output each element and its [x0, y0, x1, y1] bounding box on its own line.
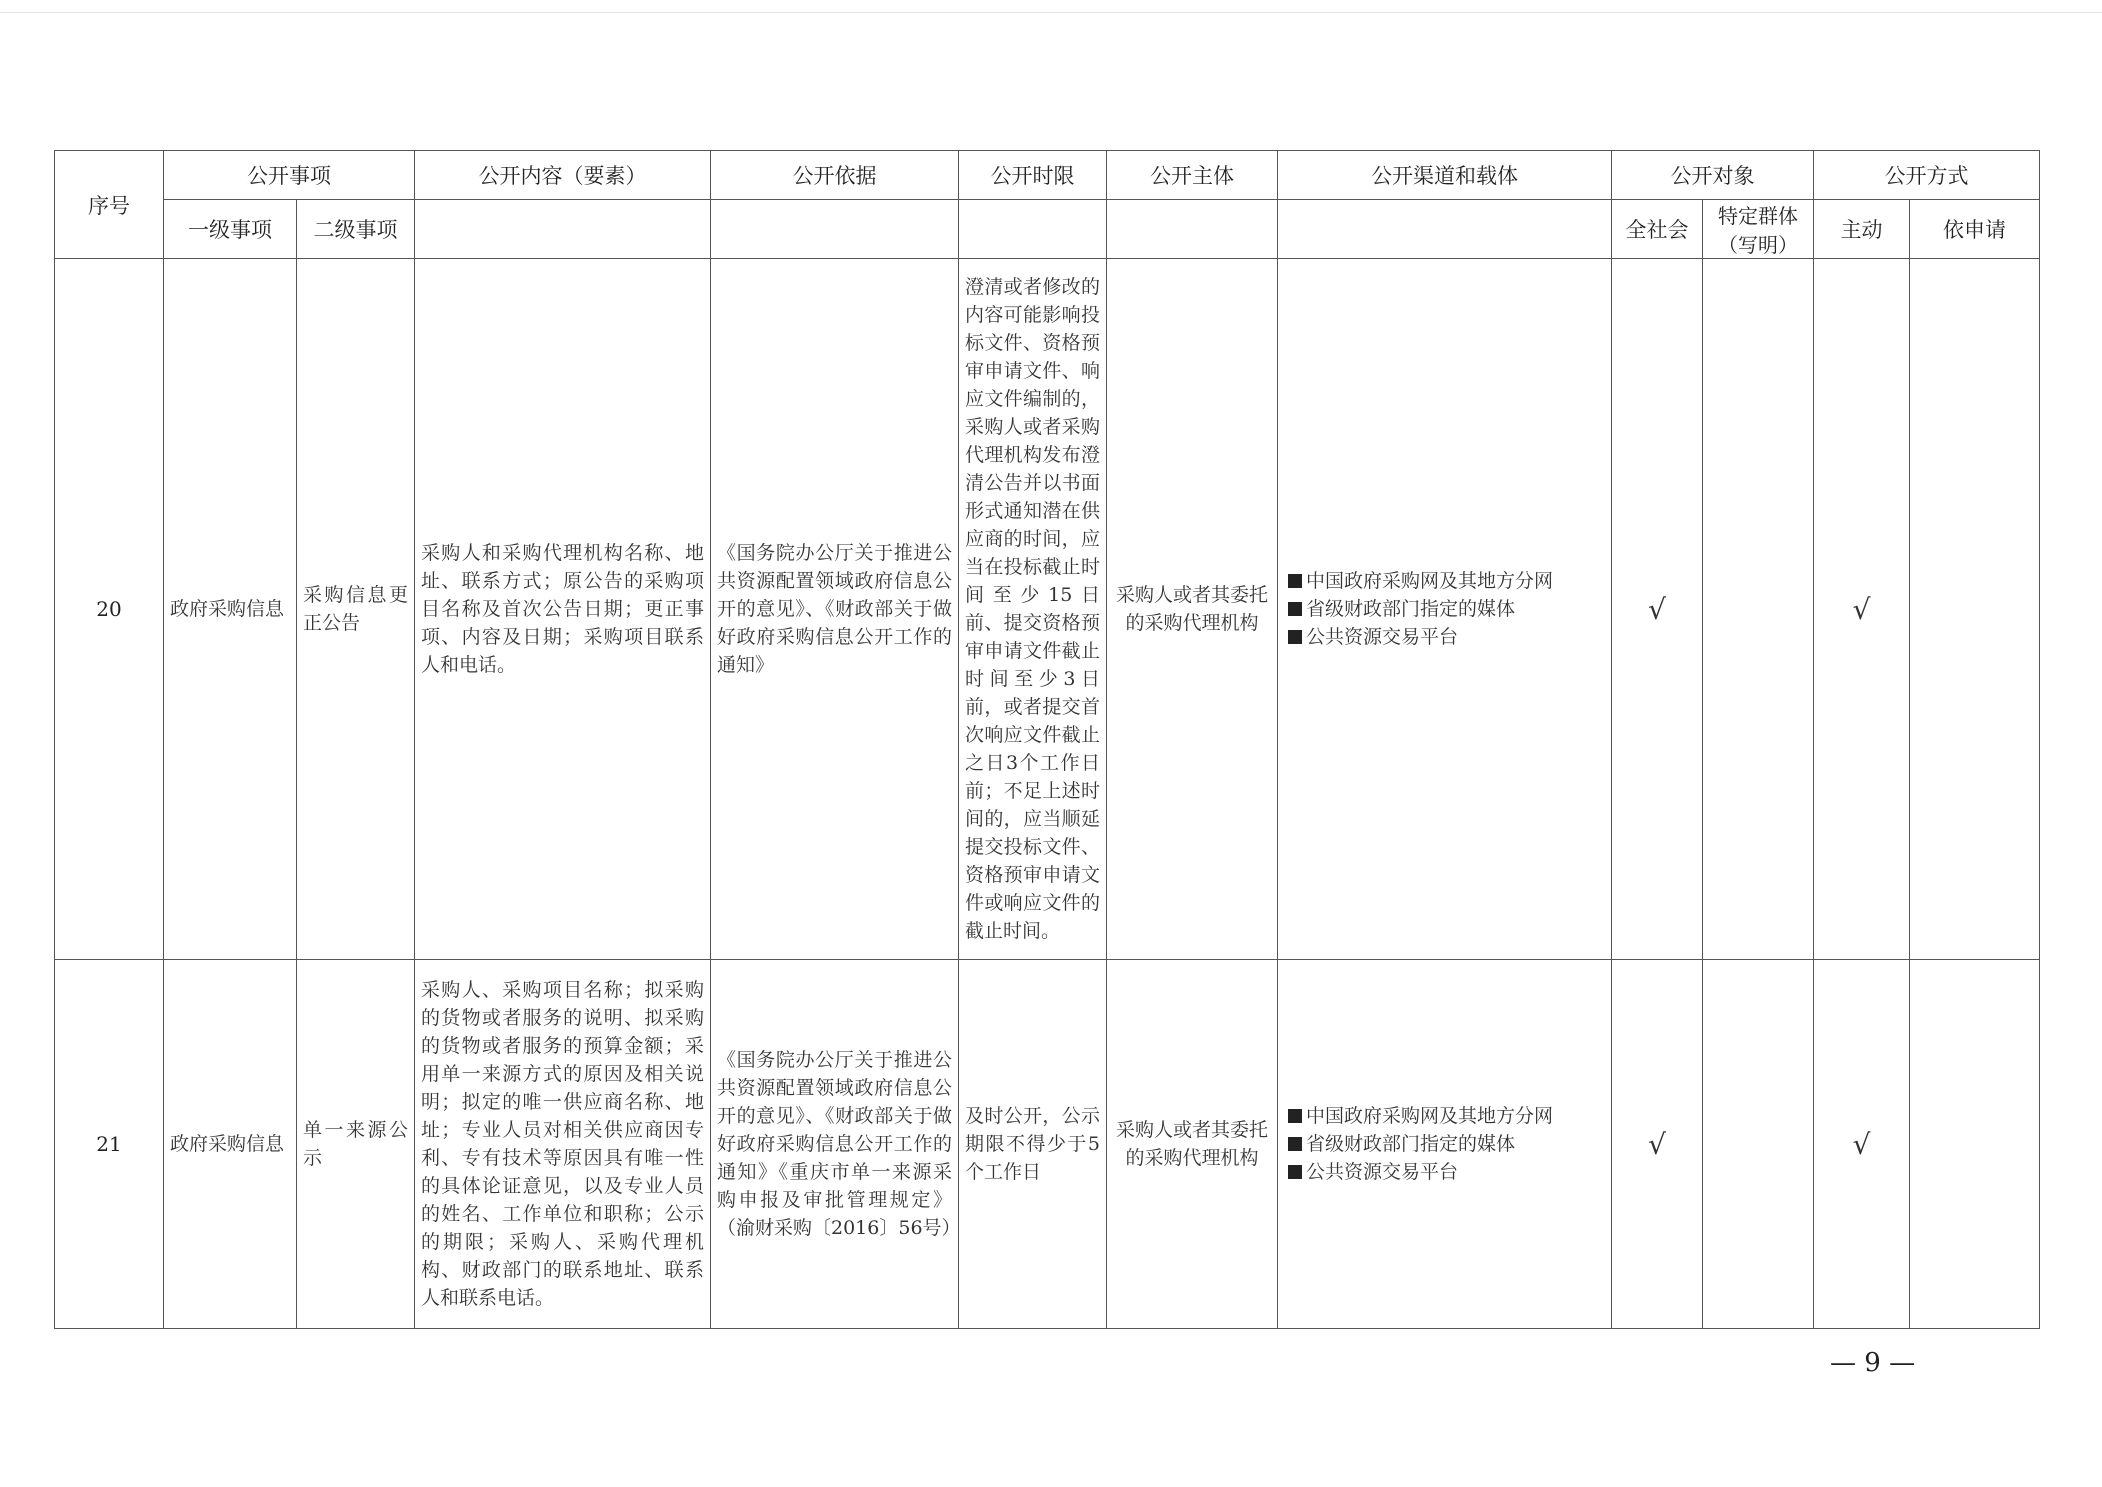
row-content: 采购人、采购项目名称；拟采购的货物或者服务的说明、拟采购的货物或者服务的预算金额；采用单一来源方式的原因及相关说明；拟定的唯一供应商名称、地址；专业人员对相关供应商因专利、专有技术等原因具有唯一性的具体论证意见，以及专业人员的姓名、工作单位和职称；公示的期限；采购人、采购代理机构、财政部门的联系地址、联系人和联系电话。	[415, 960, 711, 1329]
row-method-active: √	[1814, 960, 1910, 1329]
header-row-2	[55, 200, 2040, 259]
row-channels	[1278, 259, 1612, 960]
header-method-active: 主动	[1814, 200, 1910, 259]
header-blank	[959, 200, 1107, 259]
header-subject: 公开主体	[1107, 151, 1278, 200]
filled-square-icon	[1288, 574, 1302, 588]
header-blank	[711, 200, 959, 259]
channel-label: 公共资源交易平台	[1306, 626, 1459, 648]
row-seq: 21	[55, 960, 164, 1329]
header-time-limit: 公开时限	[959, 151, 1107, 200]
disclosure-table	[54, 150, 2040, 1329]
header-seq: 序号	[55, 151, 164, 259]
row-audience-specific	[1703, 960, 1814, 1329]
row-audience-all: √	[1612, 960, 1703, 1329]
header-method: 公开方式	[1814, 151, 2040, 200]
row-method-active: √	[1814, 259, 1910, 960]
channel-item	[1278, 623, 1611, 651]
channel-label: 省级财政部门指定的媒体	[1306, 598, 1516, 620]
header-audience-all: 全社会	[1612, 200, 1703, 259]
channel-label: 公共资源交易平台	[1306, 1161, 1459, 1183]
row-method-request	[1910, 259, 2040, 960]
filled-square-icon	[1288, 1137, 1302, 1151]
header-audience-specific-label: 特定群体	[1718, 204, 1798, 228]
header-blank	[1107, 200, 1278, 259]
row-audience-all: √	[1612, 259, 1703, 960]
channel-label: 中国政府采购网及其地方分网	[1306, 1105, 1554, 1127]
row-basis: 《国务院办公厅关于推进公共资源配置领域政府信息公开的意见》、《财政部关于做好政府采购信息公开工作的通知》《重庆市单一来源采购申报及审批管理规定》（渝财采购〔2016〕56号）	[711, 960, 959, 1329]
row-item-l1: 政府采购信息	[164, 259, 297, 960]
row-item-l1: 政府采购信息	[164, 960, 297, 1329]
channel-item	[1278, 1158, 1611, 1186]
header-blank	[415, 200, 711, 259]
page-number: — 9 —	[1830, 1348, 1916, 1378]
disclosure-table-wrap	[54, 150, 2039, 1329]
header-audience-specific-note: （写明）	[1718, 233, 1798, 257]
header-content: 公开内容（要素）	[415, 151, 711, 200]
row-channels	[1278, 960, 1612, 1329]
row-time-limit: 澄清或者修改的内容可能影响投标文件、资格预审申请文件、响应文件编制的，采购人或者采购代理机构发布澄清公告并以书面形式通知潜在供应商的时间，应当在投标截止时间至少15日前、提交资格预审申请文件截止时间至少3日前，或者提交首次响应文件截止之日3个工作日前；不足上述时间的，应当顺延提交投标文件、资格预审申请文件或响应文件的截止时间。	[959, 259, 1107, 960]
header-channel: 公开渠道和载体	[1278, 151, 1612, 200]
header-row-1	[55, 151, 2040, 200]
header-basis: 公开依据	[711, 151, 959, 200]
header-item: 公开事项	[164, 151, 415, 200]
header-item-l2: 二级事项	[297, 200, 415, 259]
row-subject: 采购人或者其委托的采购代理机构	[1107, 259, 1278, 960]
channel-label: 省级财政部门指定的媒体	[1306, 1133, 1516, 1155]
channel-item	[1278, 1130, 1611, 1158]
header-blank	[1278, 200, 1612, 259]
row-content: 采购人和采购代理机构名称、地址、联系方式；原公告的采购项目名称及首次公告日期；更正事项、内容及日期；采购项目联系人和电话。	[415, 259, 711, 960]
filled-square-icon	[1288, 602, 1302, 616]
filled-square-icon	[1288, 630, 1302, 644]
row-time-limit: 及时公开，公示期限不得少于5个工作日	[959, 960, 1107, 1329]
row-item-l2: 采购信息更正公告	[297, 259, 415, 960]
table-row	[55, 960, 2040, 1329]
filled-square-icon	[1288, 1109, 1302, 1123]
row-item-l2: 单一来源公示	[297, 960, 415, 1329]
header-method-request: 依申请	[1910, 200, 2040, 259]
row-method-request	[1910, 960, 2040, 1329]
header-audience-specific	[1703, 200, 1814, 259]
row-audience-specific	[1703, 259, 1814, 960]
page-top-edge	[0, 12, 2102, 13]
row-subject: 采购人或者其委托的采购代理机构	[1107, 960, 1278, 1329]
table-row	[55, 259, 2040, 960]
channel-label: 中国政府采购网及其地方分网	[1306, 570, 1554, 592]
header-item-l1: 一级事项	[164, 200, 297, 259]
row-basis: 《国务院办公厅关于推进公共资源配置领域政府信息公开的意见》、《财政部关于做好政府采购信息公开工作的通知》	[711, 259, 959, 960]
header-audience: 公开对象	[1612, 151, 1814, 200]
row-seq: 20	[55, 259, 164, 960]
channel-item	[1278, 595, 1611, 623]
channel-item	[1278, 567, 1611, 595]
channel-item	[1278, 1102, 1611, 1130]
filled-square-icon	[1288, 1165, 1302, 1179]
